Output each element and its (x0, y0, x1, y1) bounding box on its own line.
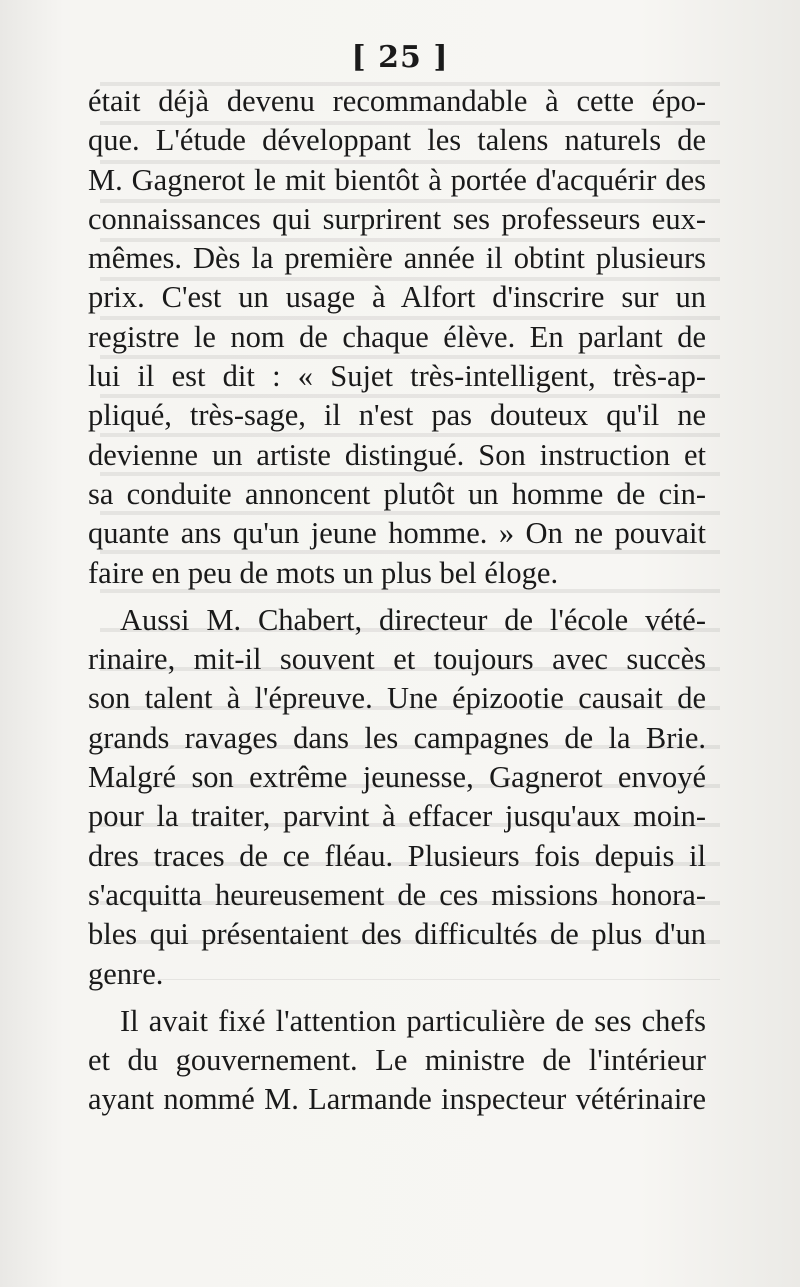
text-line: s'acquitta heureusement de ces missions honora- (88, 877, 706, 912)
text-line: bles qui présentaient des difficultés de plus d'un (88, 917, 706, 952)
text-line: pour la traiter, parvint à effacer jusqu'aux moin- (88, 799, 706, 834)
text-line: registre le nom de chaque élève. En parlant de (88, 319, 706, 354)
text-line: rinaire, mit-il souvent et toujours avec succès (88, 642, 706, 677)
text-line: lui il est dit : « Sujet très-intelligent, très-ap- (88, 359, 706, 394)
text-line: que. L'étude développant les talens naturels de (88, 123, 706, 158)
text-line: son talent à l'épreuve. Une épizootie causait de (88, 681, 706, 716)
paragraph (88, 601, 706, 994)
text-line: connaissances qui surprirent ses professeurs eux- (88, 201, 706, 236)
text-line: dres traces de ce fléau. Plusieurs fois depuis il (88, 838, 706, 873)
paragraph (88, 1002, 706, 1120)
text-line: grands ravages dans les campagnes de la Brie. (88, 720, 706, 755)
text-line: et du gouvernement. Le ministre de l'intérieur (88, 1043, 706, 1078)
body-text (88, 82, 706, 1120)
text-line: prix. C'est un usage à Alfort d'inscrire sur un (88, 280, 706, 315)
text-line: quante ans qu'un jeune homme. » On ne pouvait (88, 516, 706, 551)
text-line: mêmes. Dès la première année il obtint plusieurs (88, 241, 706, 276)
text-line: sa conduite annoncent plutôt un homme de cin- (88, 476, 706, 511)
page-number: [ 25 ] (351, 40, 449, 75)
text-line: Aussi M. Chabert, directeur de l'école vété- (120, 602, 706, 637)
paragraph (88, 82, 706, 593)
text-line: pliqué, très-sage, il n'est pas douteux qu'il ne (88, 398, 706, 433)
text-line: Il avait fixé l'attention particulière de ses chefs (120, 1003, 706, 1038)
text-line: faire en peu de mots un plus bel éloge. (88, 555, 559, 590)
text-line: genre. (88, 956, 164, 991)
text-line: ayant nommé M. Larmande inspecteur vétérinaire (88, 1082, 706, 1117)
text-line: M. Gagnerot le mit bientôt à portée d'acquérir des (88, 162, 706, 197)
text-line: devienne un artiste distingué. Son instruction et (88, 437, 706, 472)
text-line: Malgré son extrême jeunesse, Gagnerot envoyé (88, 760, 706, 795)
text-line: était déjà devenu recommandable à cette épo- (88, 84, 706, 118)
